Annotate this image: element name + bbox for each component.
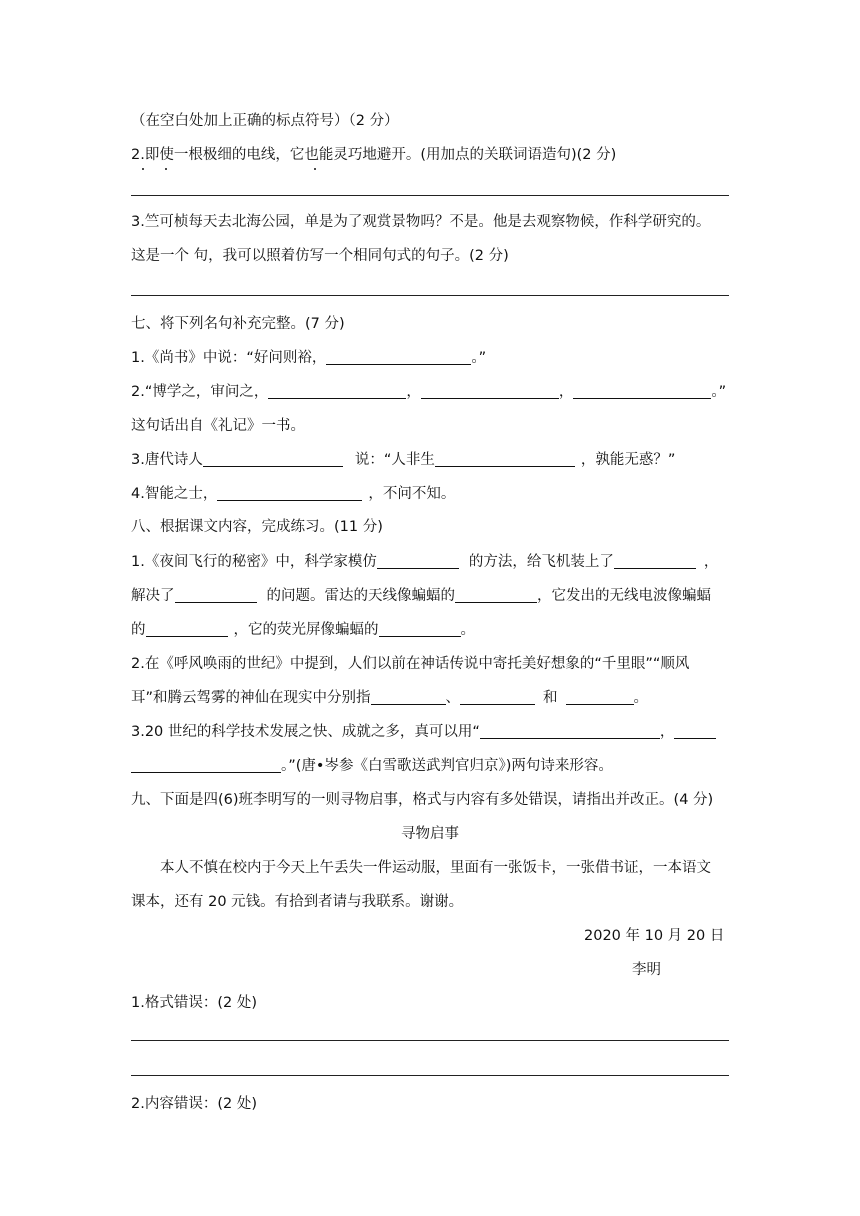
answer-line [131,1075,729,1076]
question-6-2: 2.即使一根极细的电线，它也能灵巧地避开。(用加点的关联词语造句)(2 分) [131,147,617,163]
fill-blank[interactable] [146,621,228,637]
notice-title: 寻物启事 [401,826,459,842]
fill-blank[interactable] [203,451,343,467]
fill-blank[interactable] [131,757,281,773]
notice-body-line1: 本人不慎在校内于今天上午丢失一件运动服，里面有一张饭卡，一张借书证，一本语文 [160,860,711,876]
question-8-3-line1: 3.20 世纪的科学技术发展之快、成就之多，真可以用“ ， [131,722,716,742]
fill-blank[interactable] [480,723,660,739]
answer-line [131,295,729,296]
question-9-1: 1.格式错误：(2 处) [131,995,257,1011]
notice-signature: 李明 [632,962,661,978]
question-8-1-line2: 解决了 的问题。雷达的天线像蝙蝠的 ，它发出的无线电波像蝙蝠 [131,588,711,604]
question-8-2-line1: 2.在《呼风唤雨的世纪》中提到，人们以前在神话传说中寄托美好想象的“千里眼”“顺风 [131,656,690,672]
fill-blank[interactable] [217,485,362,501]
question-7-3: 3.唐代诗人 说：“人非生 ，孰能无惑？” [131,452,676,468]
section-8-title: 八、根据课文内容，完成练习。(11 分) [131,519,383,535]
fill-blank[interactable] [175,587,257,603]
question-9-2: 2.内容错误：(2 处) [131,1096,257,1112]
question-8-2-line2: 耳”和腾云驾雾的神仙在现实中分别指 、 和 。 [131,690,649,706]
fill-blank[interactable] [377,553,459,569]
question-7-2-source: 这句话出自《礼记》一书。 [131,418,305,434]
fill-blank[interactable] [455,587,537,603]
question-7-1: 1.《尚书》中说：“好问则裕， 。” [131,350,487,366]
answer-line [131,195,729,196]
fill-blank[interactable] [674,723,716,739]
notice-date: 2020 年 10 月 20 日 [584,928,725,944]
fill-blank[interactable] [573,383,711,399]
fill-blank[interactable] [421,383,559,399]
question-8-1-line1: 1.《夜间飞行的秘密》中，科学家模仿 的方法，给飞机装上了 ， [131,554,719,570]
fill-blank[interactable] [379,621,461,637]
answer-line [131,1040,729,1041]
question-8-3-line2: 。”(唐•岑参《白雪歌送武判官归京》)两句诗来形容。 [131,756,613,776]
emphasis-dot [314,168,316,170]
fill-blank[interactable] [326,349,471,365]
question-7-4: 4.智能之士， ，不问不知。 [131,486,456,502]
fill-blank[interactable] [268,383,406,399]
instruction-punctuation: （在空白处加上正确的标点符号）（2 分） [131,113,399,129]
emphasis-dot [142,168,144,170]
section-7-title: 七、将下列名句补充完整。(7 分) [131,316,345,332]
fill-blank[interactable] [566,689,634,705]
fill-blank[interactable] [460,689,535,705]
section-9-title: 九、下面是四(6)班李明写的一则寻物启事，格式与内容有多处错误，请指出并改正。(4 分) [131,792,714,808]
question-7-2: 2.“博学之，审问之， ， ， 。” [131,384,727,400]
question-6-3-line2: 这是一个 句，我可以照着仿写一个相同句式的句子。(2 分) [131,248,509,264]
fill-blank[interactable] [371,689,446,705]
question-6-3-line1: 3.竺可桢每天去北海公园，单是为了观赏景物吗？不是。他是去观察物候，作科学研究的。 [131,214,711,230]
question-8-1-line3: 的 ，它的荧光屏像蝙蝠的 。 [131,622,475,638]
fill-blank[interactable] [614,553,696,569]
notice-body-line2: 课本，还有 20 元钱。有拾到者请与我联系。谢谢。 [131,894,464,910]
emphasis-dot [165,168,167,170]
fill-blank[interactable] [435,451,575,467]
